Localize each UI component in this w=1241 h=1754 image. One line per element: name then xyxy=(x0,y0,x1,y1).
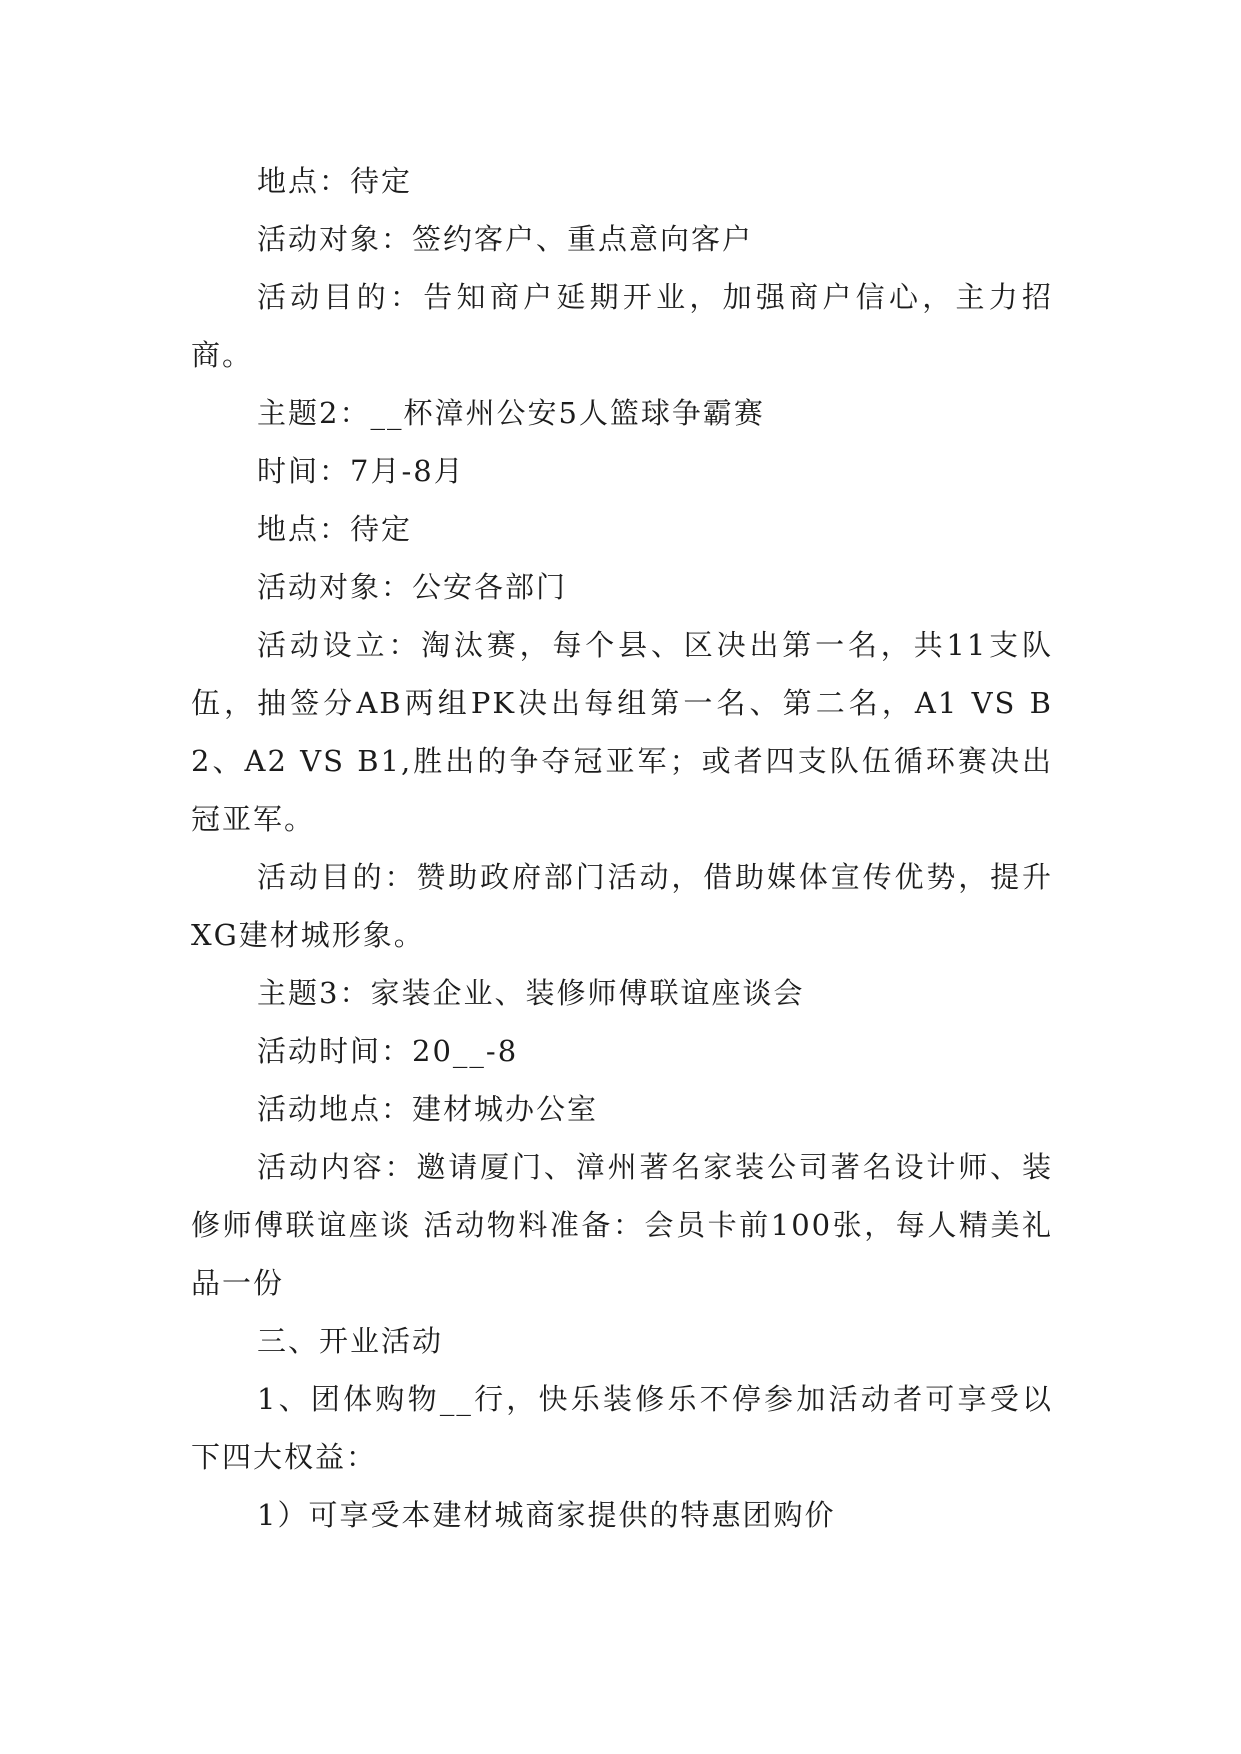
activity-content-paragraph: 活动内容：邀请厦门、漳州著名家装公司著名设计师、装修师傅联谊座谈 活动物料准备：会员卡前100张，每人精美礼品一份 xyxy=(191,1150,1053,1300)
activity-purpose-paragraph-2: 活动目的：赞助政府部门活动，借助媒体宣传优势，提升XG建材城形象。 xyxy=(191,860,1053,952)
activity-target-line-2: 活动对象：公安各部门 xyxy=(257,570,568,604)
activity-target-line: 活动对象：签约客户、重点意向客户 xyxy=(257,222,754,256)
section-3-heading: 三、开业活动 xyxy=(257,1324,444,1358)
benefit-1-line: 1）可享受本建材城商家提供的特惠团购价 xyxy=(257,1498,836,1532)
location-line-2: 地点：待定 xyxy=(257,512,413,546)
group-purchase-paragraph: 1、团体购物__行，快乐装修乐不停参加活动者可享受以下四大权益： xyxy=(191,1382,1053,1474)
location-line: 地点：待定 xyxy=(257,164,413,198)
time-line: 时间：7月-8月 xyxy=(257,454,465,488)
activity-purpose-line: 活动目的：告知商户延期开业，加强商户信心，主力招商。 xyxy=(191,280,1053,372)
theme-3-heading: 主题3：家装企业、装修师傅联谊座谈会 xyxy=(257,976,805,1010)
activity-time-line: 活动时间：20__-8 xyxy=(257,1034,519,1068)
activity-venue-line: 活动地点：建材城办公室 xyxy=(257,1092,599,1126)
theme-2-heading: 主题2：__杯漳州公安5人篮球争霸赛 xyxy=(257,396,765,430)
activity-setup-paragraph: 活动设立：淘汰赛，每个县、区决出第一名，共11支队伍，抽签分AB两组PK决出每组第一名、第二名，A1 VS B2、A2 VS B1,胜出的争夺冠亚军；或者四支队伍循环赛决出冠亚军。 xyxy=(191,628,1053,836)
document-body xyxy=(191,152,1053,1544)
